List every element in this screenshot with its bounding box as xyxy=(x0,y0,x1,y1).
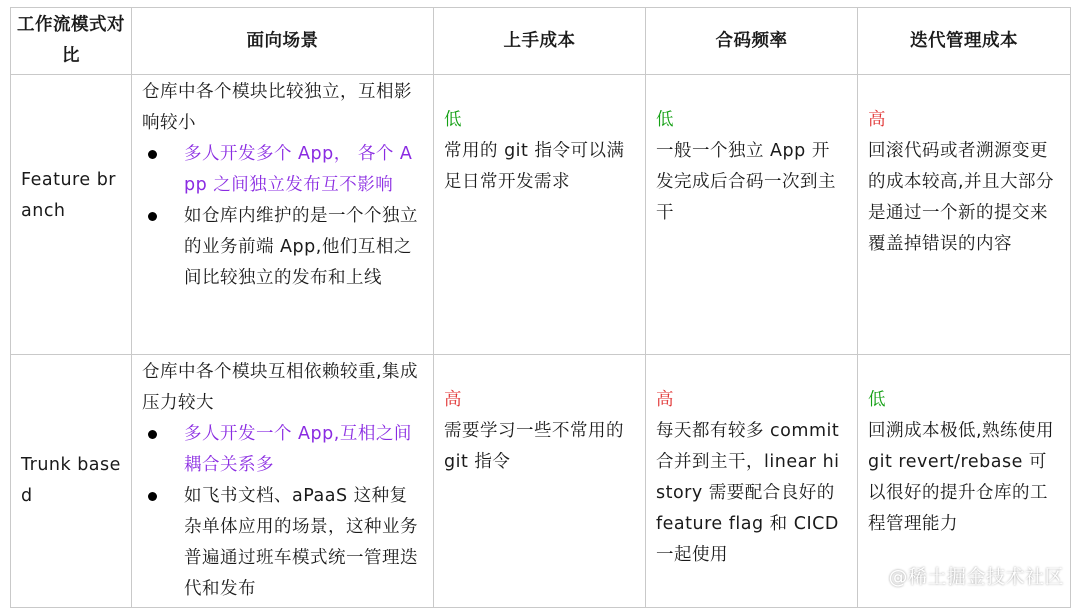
scenario-bullet: 如仓库内维护的是一个个独立的业务前端 App,他们互相之间比较独立的发布和上线 xyxy=(142,201,423,294)
scenario-bullet: 多人开发一个 App,互相之间耦合关系多 xyxy=(142,419,423,481)
merge-frequency-cell xyxy=(646,355,858,608)
table-row xyxy=(11,75,1071,355)
level-badge: 低 xyxy=(868,390,886,410)
scenario-bullet-list xyxy=(142,419,423,605)
scenario-bullet: 如飞书文档、aPaaS 这种复杂单体应用的场景，这种业务普遍通过班车模式统一管理迭代和发布 xyxy=(142,481,423,605)
level-badge: 高 xyxy=(444,390,462,410)
merge-frequency-cell xyxy=(646,75,858,355)
cell-text: 常用的 git 指令可以满足日常开发需求 xyxy=(444,141,625,192)
iteration-cost-cell xyxy=(858,75,1071,355)
mode-cell: Feature branch xyxy=(11,75,132,355)
scenario-bullet-list xyxy=(142,139,423,294)
header-merge-frequency: 合码频率 xyxy=(646,8,858,75)
workflow-comparison-table xyxy=(10,7,1071,608)
scenario-intro: 仓库中各个模块互相依赖较重,集成压力较大 xyxy=(142,362,419,413)
cell-text: 回滚代码或者溯源变更的成本较高,并且大部分是通过一个新的提交来覆盖掉错误的内容 xyxy=(868,141,1055,254)
onboarding-cell xyxy=(434,75,646,355)
level-badge: 低 xyxy=(656,110,674,130)
onboarding-cell xyxy=(434,355,646,608)
cell-text: 需要学习一些不常用的 git 指令 xyxy=(444,421,624,472)
cell-text: 回溯成本极低,熟练使用 git revert/rebase 可以很好的提升仓库的工程管理能力 xyxy=(868,421,1055,534)
scenario-bullet: 多人开发多个 App， 各个 App 之间独立发布互不影响 xyxy=(142,139,423,201)
header-scenario: 面向场景 xyxy=(132,8,434,75)
level-badge: 低 xyxy=(444,110,462,130)
header-onboarding-cost: 上手成本 xyxy=(434,8,646,75)
header-row xyxy=(11,8,1071,75)
scenario-intro: 仓库中各个模块比较独立，互相影响较小 xyxy=(142,82,412,133)
header-mode: 工作流模式对比 xyxy=(11,8,132,75)
cell-text: 每天都有较多 commit 合并到主干，linear history 需要配合良好的 feature flag 和 CICD 一起使用 xyxy=(656,421,840,565)
header-iteration-cost: 迭代管理成本 xyxy=(858,8,1071,75)
scenario-cell xyxy=(132,75,434,355)
mode-cell: Trunk based xyxy=(11,355,132,608)
level-badge: 高 xyxy=(868,110,886,130)
level-badge: 高 xyxy=(656,390,674,410)
watermark: @稀土掘金技术社区 xyxy=(888,566,1064,588)
scenario-cell xyxy=(132,355,434,608)
cell-text: 一般一个独立 App 开发完成后合码一次到主干 xyxy=(656,141,836,223)
